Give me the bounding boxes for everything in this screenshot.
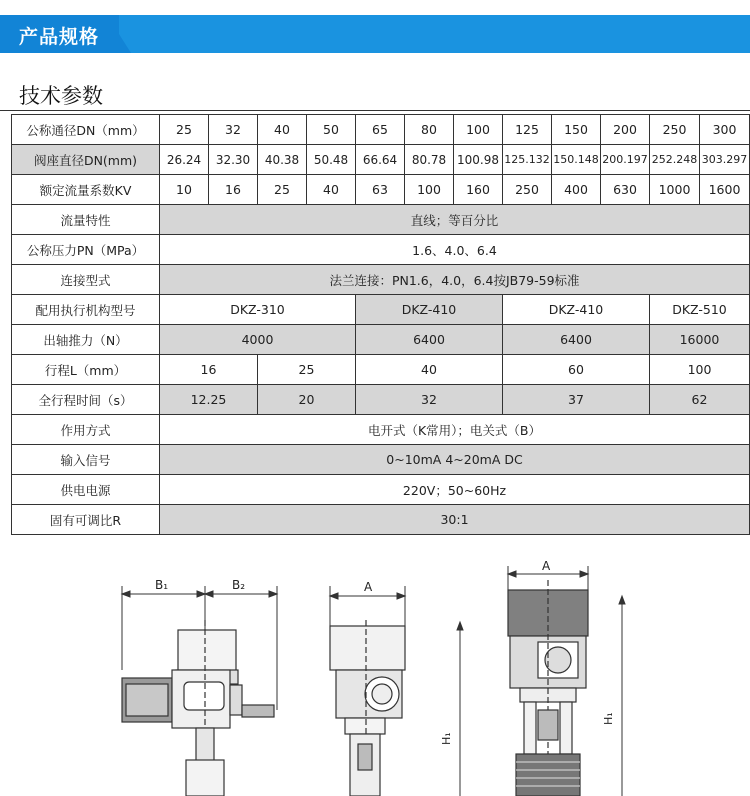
row-seat [12,145,750,175]
row-signal [12,445,750,475]
row-time [12,385,750,415]
cell: 32 [356,385,503,415]
cell: 直线；等百分比 [160,205,750,235]
dim-b1: B₁ [155,578,169,592]
cell: 252.248 [650,145,700,175]
cell: 25 [258,355,356,385]
row-kv [12,175,750,205]
cell: 40.38 [258,145,307,175]
cell: DKZ-310 [160,295,356,325]
cell: 200 [601,115,650,145]
cell: 630 [601,175,650,205]
row-power [12,475,750,505]
cell: 12.25 [160,385,258,415]
row-label: 输入信号 [12,445,160,475]
cell: 400 [552,175,601,205]
row-ratio [12,505,750,535]
cell: 100 [650,355,750,385]
row-label: 阀座直径DN(mm) [12,145,160,175]
cell: 80 [405,115,454,145]
cell: 60 [503,355,650,385]
row-label: 出轴推力（N） [12,325,160,355]
cell: 62 [650,385,750,415]
dim-b2: B₂ [232,578,246,592]
cell: 150 [552,115,601,145]
valve-assembly-view [508,580,588,796]
row-label: 行程L（mm） [12,355,160,385]
cell: 303.297 [700,145,750,175]
cell: DKZ-410 [503,295,650,325]
cell: 300 [700,115,750,145]
cell: 100 [405,175,454,205]
cell: 32 [209,115,258,145]
cell: 37 [503,385,650,415]
cell: 6400 [356,325,503,355]
valve-drawing [0,560,750,796]
cell: DKZ-410 [356,295,503,325]
row-stroke [12,355,750,385]
cell: 4000 [160,325,356,355]
cell: 80.78 [405,145,454,175]
section-banner [0,15,750,53]
banner-title: 产品规格 [19,26,100,48]
cell: 65 [356,115,405,145]
cell: 法兰连接：PN1.6，4.0，6.4按JB79-59标准 [160,265,750,295]
cell: 150.148 [552,145,601,175]
cell: 16 [209,175,258,205]
row-dn [12,115,750,145]
cell: 40 [356,355,503,385]
dim-h1-middle: H₁ [440,732,453,745]
actuator-side-view [122,620,274,796]
row-actuator [12,295,750,325]
cell: 20 [258,385,356,415]
cell: 250 [650,115,700,145]
row-flow [12,205,750,235]
dim-a-right: A [542,560,551,573]
row-label: 连接型式 [12,265,160,295]
cell: 125 [503,115,552,145]
actuator-front-view [330,620,405,796]
cell: 6400 [503,325,650,355]
row-label: 流量特性 [12,205,160,235]
row-pressure [12,235,750,265]
cell: 50.48 [307,145,356,175]
row-connection [12,265,750,295]
cell: 30:1 [160,505,750,535]
cell: 1600 [700,175,750,205]
cell: 25 [160,115,209,145]
row-label: 全行程时间（s） [12,385,160,415]
cell: 160 [454,175,503,205]
cell: 40 [307,175,356,205]
section-title: 技术参数 [19,84,103,108]
row-label: 固有可调比R [12,505,160,535]
row-label: 供电电源 [12,475,160,505]
cell: 16000 [650,325,750,355]
cell: 电开式（K常用）；电关式（B） [160,415,750,445]
row-label: 配用执行机构型号 [12,295,160,325]
cell: 50 [307,115,356,145]
section-divider [0,110,750,111]
dim-h1-right: H₁ [602,712,615,725]
cell: 63 [356,175,405,205]
cell: 100 [454,115,503,145]
spec-table [11,114,750,535]
row-label: 作用方式 [12,415,160,445]
cell: 1.6、4.0、6.4 [160,235,750,265]
dim-a-middle: A [364,580,373,594]
cell: 25 [258,175,307,205]
cell: 26.24 [160,145,209,175]
cell: 10 [160,175,209,205]
cell: 220V；50~60Hz [160,475,750,505]
row-thrust [12,325,750,355]
cell: 40 [258,115,307,145]
row-mode [12,415,750,445]
cell: 125.132 [503,145,552,175]
cell: 100.98 [454,145,503,175]
row-label: 公称通径DN（mm） [12,115,160,145]
cell: DKZ-510 [650,295,750,325]
cell: 1000 [650,175,700,205]
cell: 200.197 [601,145,650,175]
cell: 32.30 [209,145,258,175]
cell: 0~10mA 4~20mA DC [160,445,750,475]
row-label: 额定流量系数KV [12,175,160,205]
row-label: 公称压力PN（MPa） [12,235,160,265]
cell: 16 [160,355,258,385]
banner-corner [119,34,131,53]
cell: 250 [503,175,552,205]
cell: 66.64 [356,145,405,175]
